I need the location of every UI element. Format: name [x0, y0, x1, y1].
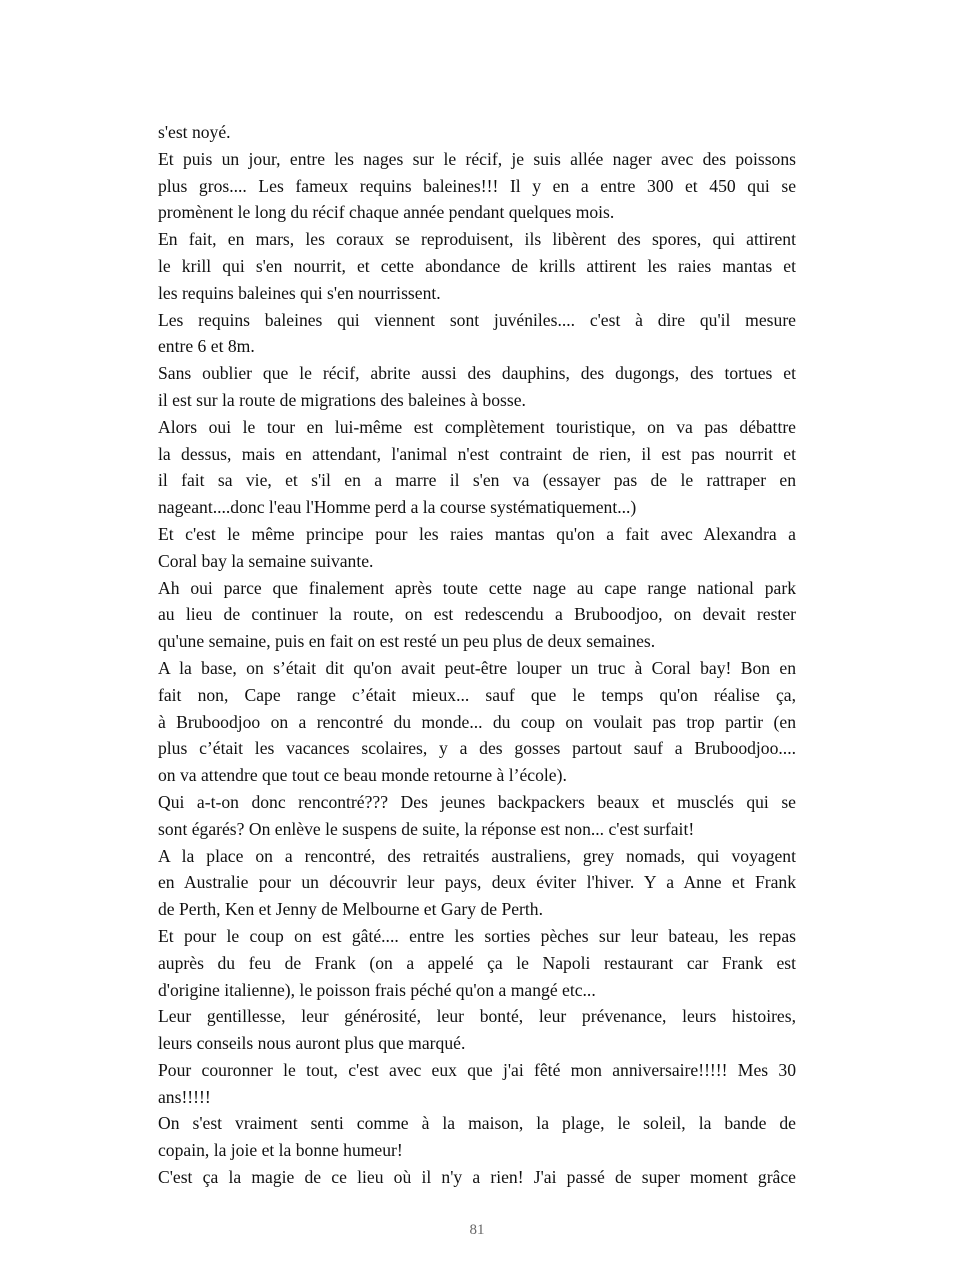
text-line: on va attendre que tout ce beau monde retourne à l’école).	[158, 765, 567, 786]
text-line: d'origine italienne), le poisson frais péché qu'on a mangé etc...	[158, 979, 596, 1000]
text-line: auprès du feu de Frank (on a appelé ça le Napoli restaurant car Frank est	[158, 952, 796, 973]
page-number: 81	[469, 1222, 485, 1238]
text-line: A la base, on s’était dit qu'on avait peut-être louper un truc à Coral bay! Bon en	[158, 657, 796, 678]
text-line: Leur gentillesse, leur générosité, leur bonté, leur prévenance, leurs histoires,	[158, 1006, 796, 1027]
text-line: qu'une semaine, puis en fait on est resté un peu plus de deux semaines.	[158, 631, 656, 652]
text-line: plus gros.... Les fameux requins baleines!!! Il y en a entre 300 et 450 qui se	[158, 175, 796, 196]
text-line: promènent le long du récif chaque année pendant quelques mois.	[158, 202, 615, 223]
text-line: A la place on a rencontré, des retraités australiens, grey nomads, qui voyagent	[158, 845, 796, 866]
text-line: Et puis un jour, entre les nages sur le récif, je suis allée nager avec des poissons	[158, 148, 796, 169]
text-line: leurs conseils nous auront plus que marqué.	[158, 1033, 466, 1054]
text-line: de Perth, Ken et Jenny de Melbourne et Gary de Perth.	[158, 899, 543, 920]
text-line: Sans oublier que le récif, abrite aussi des dauphins, des dugongs, des tortues et	[158, 363, 796, 384]
text-line: plus c’était les vacances scolaires, y a des gosses partout sauf a Bruboodjoo....	[158, 738, 796, 759]
text-line: entre 6 et 8m.	[158, 336, 255, 357]
text-line: la dessus, mais en attendant, l'animal n'est contraint de rien, il est pas nourrit et	[158, 443, 796, 464]
text-line: Les requins baleines qui viennent sont juvéniles.... c'est à dire qu'il mesure	[158, 309, 796, 330]
text-line: Pour couronner le tout, c'est avec eux que j'ai fêté mon anniversaire!!!!! Mes 30	[158, 1059, 796, 1080]
text-line: nageant....donc l'eau l'Homme perd a la course systématiquement...)	[158, 497, 637, 518]
text-line: le krill qui s'en nourrit, et cette abondance de krills attirent les raies mantas et	[158, 255, 796, 276]
text-line: ans!!!!!	[158, 1086, 211, 1107]
text-line: à Bruboodjoo on a rencontré du monde... du coup on voulait pas trop partir (en	[158, 711, 796, 732]
text-line: au lieu de continuer la route, on est redescendu a Bruboodjoo, on devait rester	[158, 604, 796, 625]
text-line: Coral bay la semaine suivante.	[158, 550, 374, 571]
text-line: sont égarés? On enlève le suspens de suite, la réponse est non... c'est surfait!	[158, 818, 695, 839]
text-line: Alors oui le tour en lui-même est complètement touristique, on va pas débattre	[158, 416, 796, 437]
text-line: les requins baleines qui s'en nourrissent.	[158, 282, 441, 303]
text-line: copain, la joie et la bonne humeur!	[158, 1140, 403, 1161]
text-line: Et c'est le même principe pour les raies mantas qu'on a fait avec Alexandra a	[158, 523, 796, 544]
text-line: On s'est vraiment senti comme à la maison, la plage, le soleil, la bande de	[158, 1113, 796, 1134]
text-line: En fait, en mars, les coraux se reproduisent, ils libèrent des spores, qui attirent	[158, 229, 796, 250]
text-line: il est sur la route de migrations des baleines à bosse.	[158, 389, 526, 410]
text-line: Qui a-t-on donc rencontré??? Des jeunes backpackers beaux et musclés qui se	[158, 791, 796, 812]
text-line: fait non, Cape range c’était mieux... sauf que le temps qu'on réalise ça,	[158, 684, 796, 705]
text-line: s'est noyé.	[158, 122, 231, 142]
text-line: en Australie pour un découvrir leur pays, deux éviter l'hiver. Y a Anne et Frank	[158, 872, 796, 893]
body-text	[158, 119, 796, 1191]
text-line: Ah oui parce que finalement après toute cette nage au cape range national park	[158, 577, 796, 598]
text-line: Et pour le coup on est gâté.... entre les sorties pèches sur leur bateau, les repas	[158, 925, 796, 946]
text-line: il fait sa vie, et s'il en a marre il s'en va (essayer pas de le rattraper en	[158, 470, 796, 491]
text-line: C'est ça la magie de ce lieu où il n'y a rien! J'ai passé de super moment grâce	[158, 1167, 796, 1188]
